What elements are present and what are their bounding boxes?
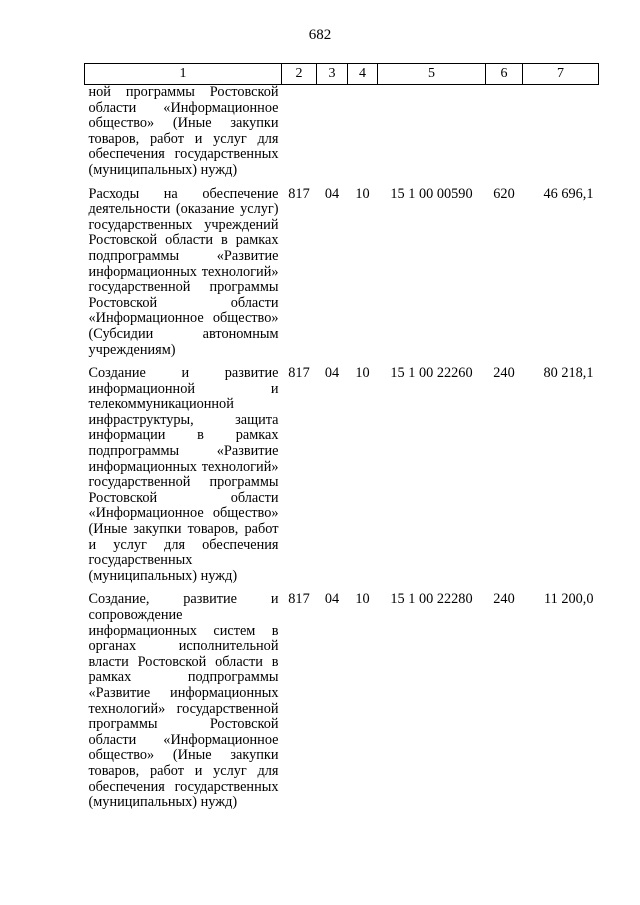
row-subsection: 10 bbox=[355, 365, 370, 382]
row-description: Расходы на обеспечение деятельности (оказание услуг) государственных учреждений Ростовской области в рамках подпрограммы «Развитие информационных технологий» государственной программы Ростовской области «Информационное общество» (Субсидии автономным учреждениям) bbox=[88, 185, 279, 358]
row-target-article: 15 1 00 00590 bbox=[390, 185, 473, 202]
row-subsection: 10 bbox=[355, 591, 370, 608]
row-subsection bbox=[348, 85, 378, 187]
row-expense-type: 620 bbox=[493, 185, 515, 202]
row-description: Создание, развитие и сопровождение информационных систем в органах исполнительной власти Ростовской области в рамках подпрограммы «Развитие информационных технологий» государственной программы Ростовской области «Информационное общество» (Иные закупки товаров, работ и услуг для обеспечения государственных (муниципальных) нужд) bbox=[88, 591, 279, 811]
header-col-4: 4 bbox=[348, 64, 378, 85]
table-row bbox=[85, 592, 599, 810]
row-target-article bbox=[378, 85, 486, 187]
row-amount: 46 696,1 bbox=[543, 185, 594, 202]
row-expense-type bbox=[486, 85, 523, 187]
row-amount: 80 218,1 bbox=[543, 365, 594, 382]
budget-table bbox=[84, 63, 599, 811]
row-target-article: 15 1 00 22260 bbox=[390, 365, 473, 382]
table-row bbox=[85, 187, 599, 367]
page-number: 682 bbox=[308, 27, 332, 43]
header-col-2: 2 bbox=[282, 64, 317, 85]
header-col-3: 3 bbox=[317, 64, 348, 85]
row-section: 04 bbox=[324, 591, 340, 608]
row-ministry: 817 bbox=[288, 185, 310, 202]
row-section bbox=[317, 85, 348, 187]
row-description: Создание и развитие информационной и телекоммуникационной инфраструктуры, защита информации в рамках подпрограммы «Развитие информационных технологий» государственной программы Ростовской области «Информационное общество» (Иные закупки товаров, работ и услуг для обеспечения государственных (муниципальных) нужд) bbox=[88, 365, 279, 584]
table-row bbox=[85, 85, 599, 187]
row-subsection: 10 bbox=[355, 185, 370, 202]
row-amount: 11 200,0 bbox=[543, 591, 594, 608]
row-ministry: 817 bbox=[288, 365, 310, 382]
table-header-row bbox=[85, 64, 599, 85]
header-col-1: 1 bbox=[85, 64, 282, 85]
row-target-article: 15 1 00 22280 bbox=[390, 591, 473, 608]
header-col-5: 5 bbox=[378, 64, 486, 85]
row-description: ной программы Ростовской области «Информационное общество» (Иные закупки товаров, работ и услуг для обеспечения государственных (муниципальных) нужд) bbox=[88, 84, 279, 178]
header-col-7: 7 bbox=[523, 64, 599, 85]
row-ministry: 817 bbox=[288, 591, 310, 608]
row-expense-type: 240 bbox=[493, 365, 515, 382]
row-expense-type: 240 bbox=[493, 591, 515, 608]
row-ministry bbox=[282, 85, 317, 187]
header-col-6: 6 bbox=[486, 64, 523, 85]
row-section: 04 bbox=[324, 365, 340, 382]
table-row bbox=[85, 366, 599, 592]
row-amount bbox=[523, 85, 599, 187]
row-section: 04 bbox=[324, 185, 340, 202]
